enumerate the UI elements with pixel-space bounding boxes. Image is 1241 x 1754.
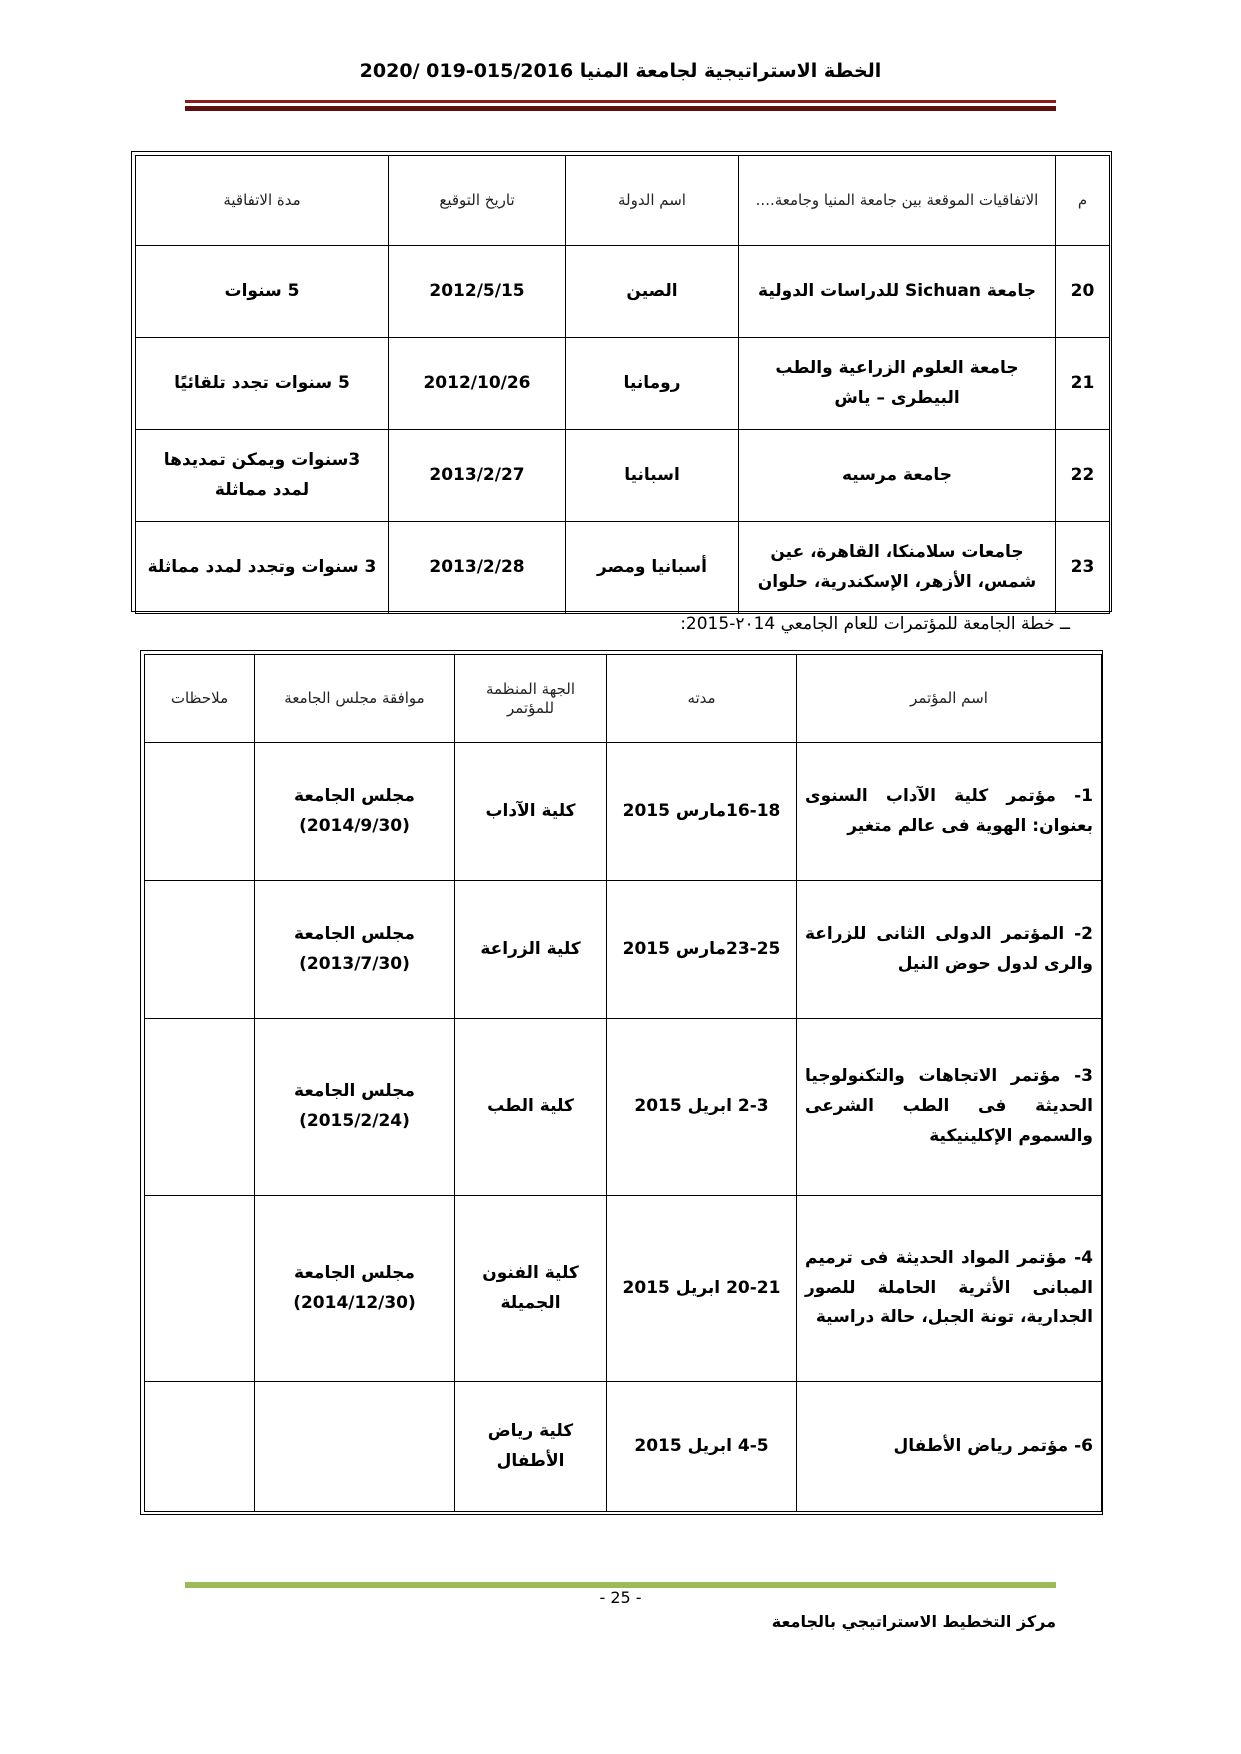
country: أسبانيا ومصر <box>566 522 739 614</box>
table-row <box>145 1196 1102 1382</box>
conference-organizer: كلية الزراعة <box>455 881 607 1019</box>
col-header-num: م <box>1056 156 1110 246</box>
council-approval: مجلس الجامعة (2014/9/30) <box>255 743 455 881</box>
agreement-duration: 3 سنوات وتجدد لمدد مماثلة <box>136 522 389 614</box>
country: رومانيا <box>566 338 739 430</box>
col-header-duration: مدة الاتفاقية <box>136 156 389 246</box>
council-approval: مجلس الجامعة (2014/12/30) <box>255 1196 455 1382</box>
agreement-name: جامعات سلامنكا، القاهرة، عين شمس، الأزهر، الإسكندرية، حلوان <box>739 522 1056 614</box>
table-row <box>136 522 1110 614</box>
row-num: 20 <box>1056 246 1110 338</box>
conference-notes <box>145 881 255 1019</box>
conference-duration: 4-5 ابريل 2015 <box>607 1382 797 1512</box>
col-header-agreement: الاتفاقيات الموقعة بين جامعة المنيا وجامعة.... <box>739 156 1056 246</box>
col-header-notes: ملاحظات <box>145 655 255 743</box>
conference-name: 2- المؤتمر الدولى الثانى للزراعة والرى لدول حوض النيل <box>797 881 1102 1019</box>
country: الصين <box>566 246 739 338</box>
conference-organizer: كلية رياض الأطفال <box>455 1382 607 1512</box>
country: اسبانيا <box>566 430 739 522</box>
conference-name: 4- مؤتمر المواد الحديثة فى ترميم المبانى الأثرية الحاملة للصور الجدارية، تونة الجبل، حالة دراسية <box>797 1196 1102 1382</box>
conference-organizer: كلية الآداب <box>455 743 607 881</box>
agreement-name: جامعة مرسيه <box>739 430 1056 522</box>
conference-duration: 2-3 ابريل 2015 <box>607 1019 797 1196</box>
conference-name: 3- مؤتمر الاتجاهات والتكنولوجيا الحديثة فى الطب الشرعى والسموم الإكلينيكية <box>797 1019 1102 1196</box>
table-row <box>136 338 1110 430</box>
col-header-approval: موافقة مجلس الجامعة <box>255 655 455 743</box>
sign-date: 2013/2/27 <box>389 430 566 522</box>
table-row <box>145 743 1102 881</box>
conference-notes <box>145 1382 255 1512</box>
conferences-heading: ــ خطة الجامعة للمؤتمرات للعام الجامعي ٢٠14-2015: <box>680 614 1070 634</box>
agreement-duration: 5 سنوات <box>136 246 389 338</box>
conference-notes <box>145 743 255 881</box>
row-num: 22 <box>1056 430 1110 522</box>
page-header-title: الخطة الاستراتيجية لجامعة المنيا 015/2016-019 /2020 <box>359 60 882 82</box>
table-row <box>145 881 1102 1019</box>
header-rule <box>185 100 1056 103</box>
agreement-duration: 3سنوات ويمكن تمديدها لمدد مماثلة <box>136 430 389 522</box>
council-approval: مجلس الجامعة (2015/2/24) <box>255 1019 455 1196</box>
agreement-duration: 5 سنوات تجدد تلقائيًا <box>136 338 389 430</box>
agreements-header-row <box>136 156 1110 246</box>
conference-duration: 23-25مارس 2015 <box>607 881 797 1019</box>
table-row <box>136 246 1110 338</box>
conferences-table <box>140 650 1103 1515</box>
conferences-header-row <box>145 655 1102 743</box>
header-rule-thick <box>185 106 1056 111</box>
council-approval <box>255 1382 455 1512</box>
conference-organizer: كلية الفنون الجميلة <box>455 1196 607 1382</box>
conference-name: 6- مؤتمر رياض الأطفال <box>797 1382 1102 1512</box>
agreement-name: جامعة Sichuan للدراسات الدولية <box>739 246 1056 338</box>
col-header-country: اسم الدولة <box>566 156 739 246</box>
sign-date: 2012/5/15 <box>389 246 566 338</box>
conference-duration: 20-21 ابريل 2015 <box>607 1196 797 1382</box>
table-row <box>145 1019 1102 1196</box>
table-row <box>136 430 1110 522</box>
col-header-conference-duration: مدته <box>607 655 797 743</box>
conference-organizer: كلية الطب <box>455 1019 607 1196</box>
conference-notes <box>145 1019 255 1196</box>
row-num: 21 <box>1056 338 1110 430</box>
page-number: - 25 - <box>599 1588 642 1607</box>
col-header-date: تاريخ التوقيع <box>389 156 566 246</box>
council-approval: مجلس الجامعة (2013/7/30) <box>255 881 455 1019</box>
col-header-conference-name: اسم المؤتمر <box>797 655 1102 743</box>
agreements-table <box>131 151 1112 612</box>
conference-duration: 16-18مارس 2015 <box>607 743 797 881</box>
table-row <box>145 1382 1102 1512</box>
sign-date: 2012/10/26 <box>389 338 566 430</box>
col-header-organizer: الجهة المنظمة للمؤتمر <box>455 655 607 743</box>
agreement-name: جامعة العلوم الزراعية والطب البيطرى – ياش <box>739 338 1056 430</box>
footer-center-name: مركز التخطيط الاستراتيجي بالجامعة <box>771 1612 1056 1631</box>
sign-date: 2013/2/28 <box>389 522 566 614</box>
row-num: 23 <box>1056 522 1110 614</box>
conference-name: 1- مؤتمر كلية الآداب السنوى بعنوان: الهوية فى عالم متغير <box>797 743 1102 881</box>
conference-notes <box>145 1196 255 1382</box>
